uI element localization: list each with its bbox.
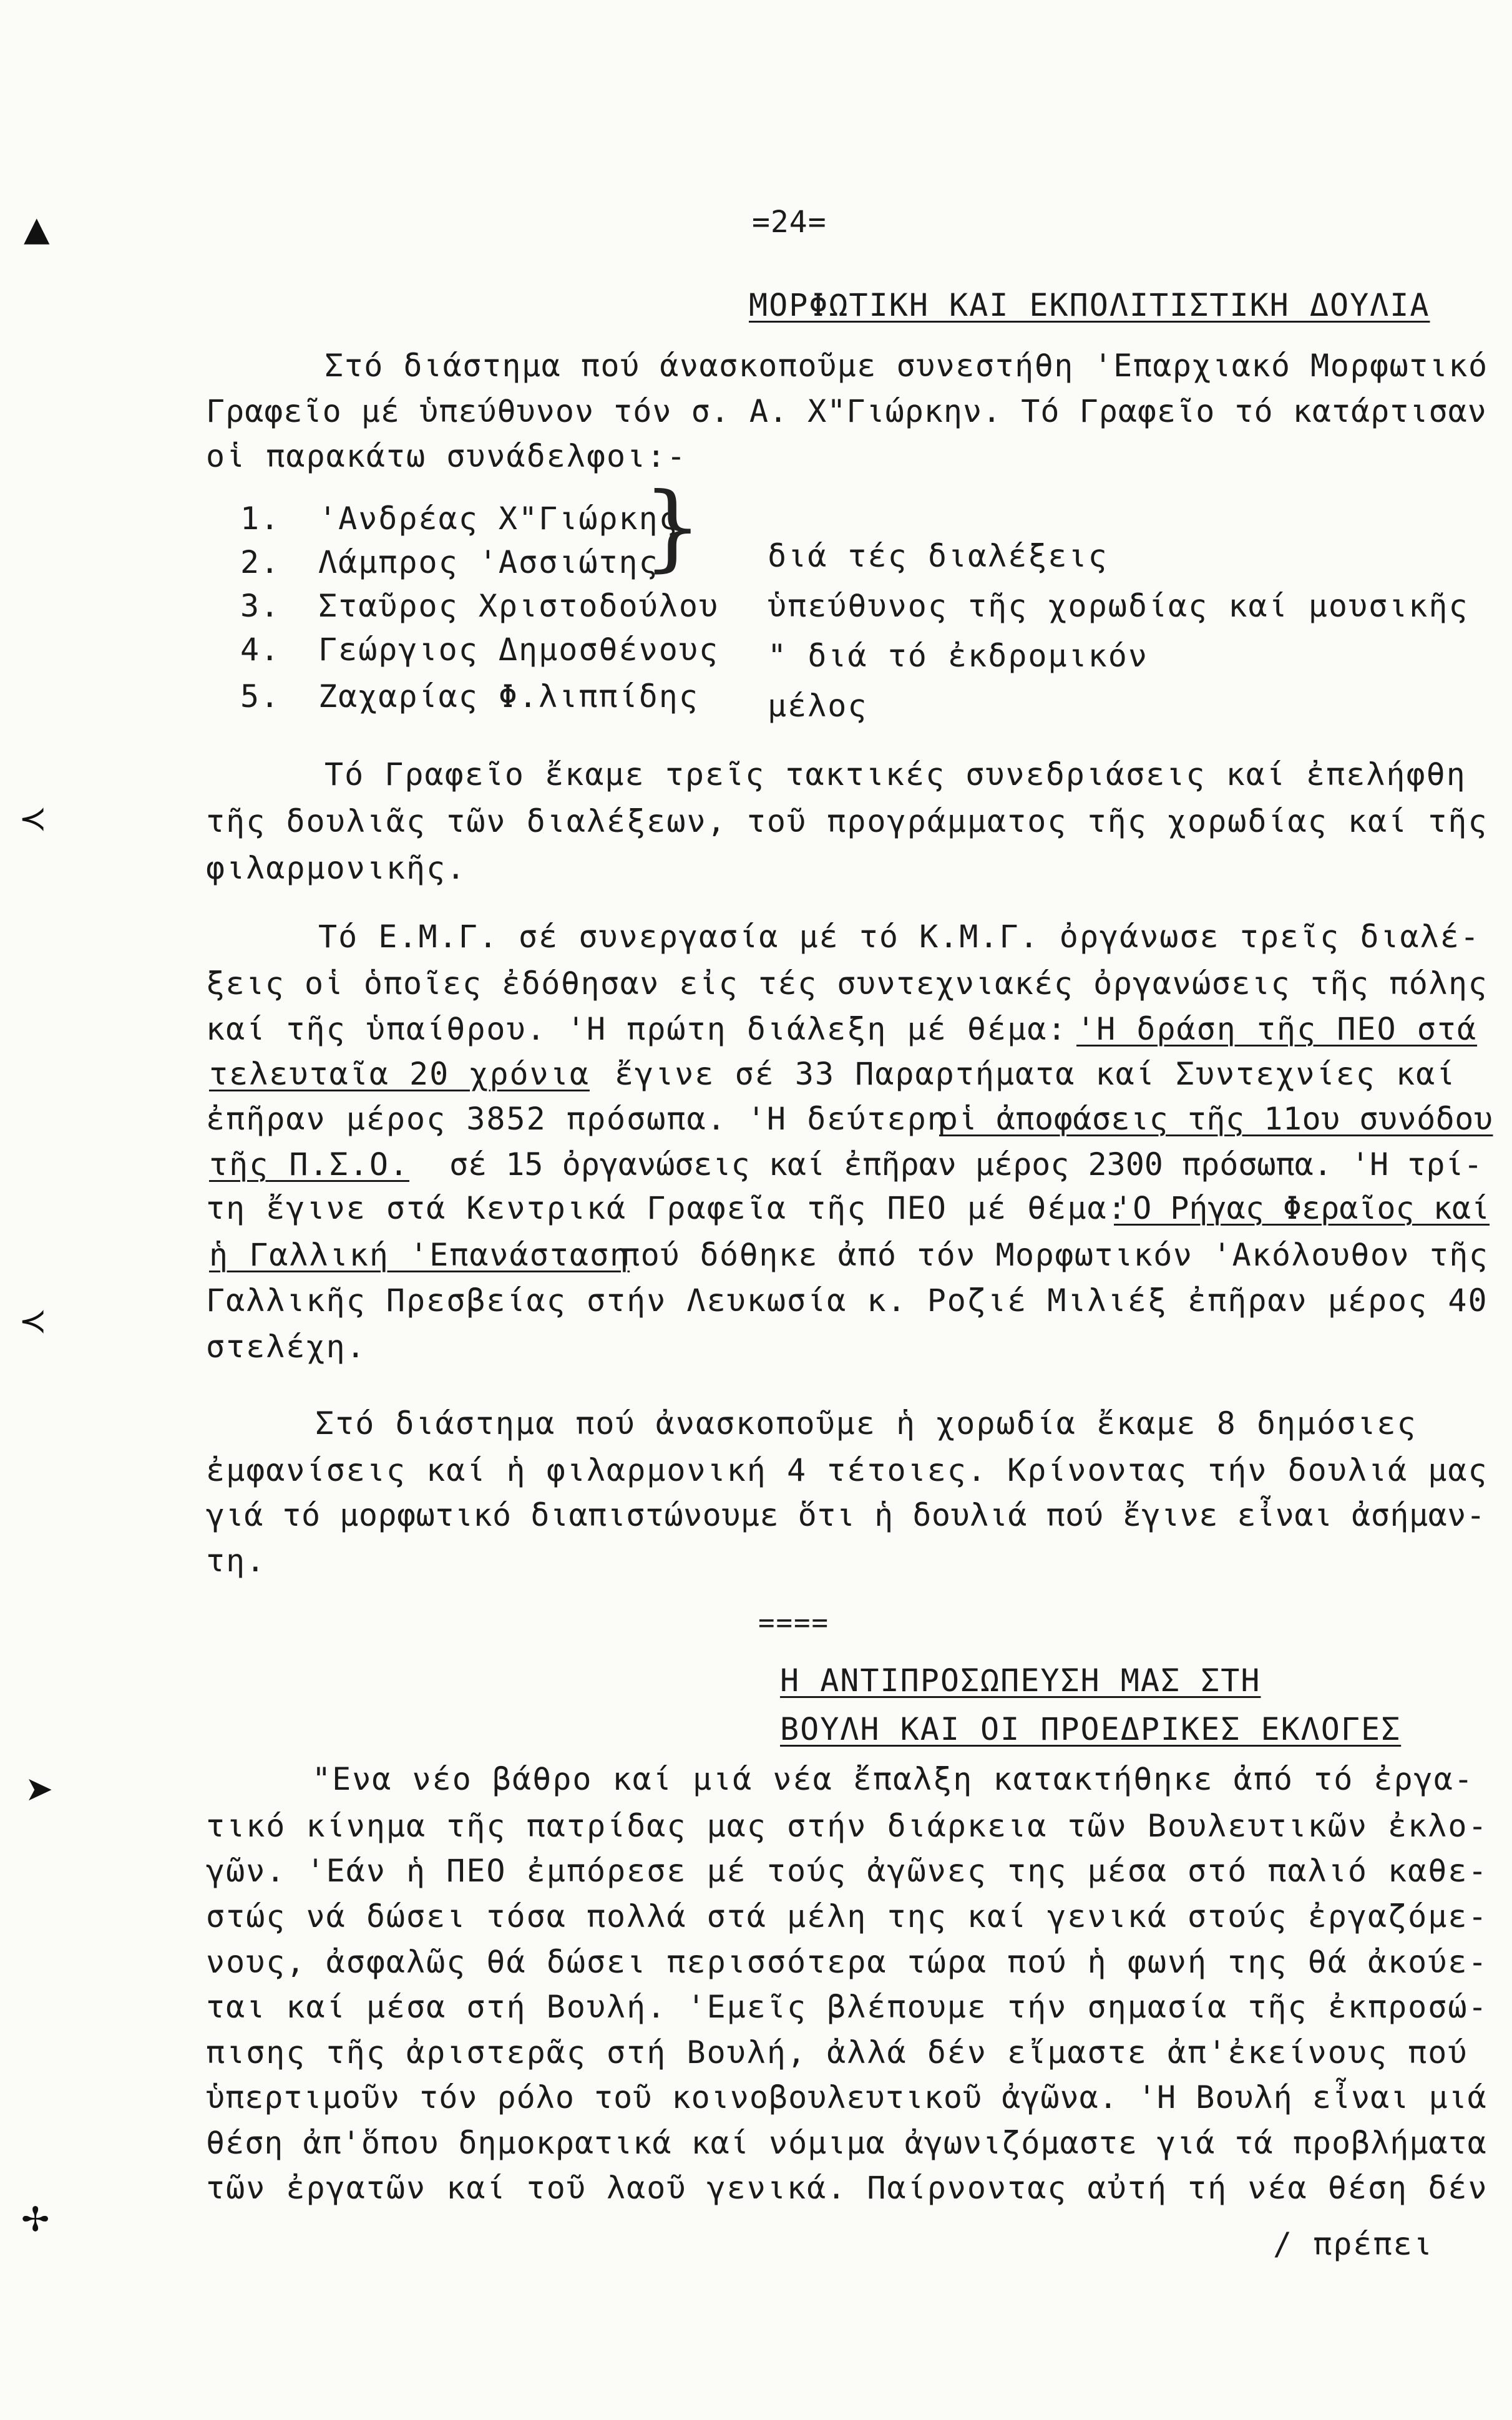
- paragraph-line: τικό κίνημα τῆς πατρίδας μας στήν διάρκεια τῶν Βουλευτικῶν ἐκλο-: [206, 1808, 1488, 1844]
- paragraph-line: πισης τῆς ἀριστερᾶς στή Βουλή, ἀλλά δέν εἴμαστε ἀπ'ἐκείνους πού: [206, 2034, 1468, 2071]
- section-heading-parliament: Η ΑΝΤΙΠΡΟΣΩΠΕΥΣΗ ΜΑΣ ΣΤΗ: [780, 1662, 1261, 1699]
- lecture-topic: 'Η δράση τῆς ΠΕΟ στά: [1076, 1011, 1478, 1047]
- intro-line: Γραφεῖο μέ ὑπεύθυνον τόν σ. Α. Χ"Γιώρκην. Τό Γραφεῖο τό κατάρτισαν: [206, 393, 1487, 429]
- paragraph-line: ται καί μέσα στή Βουλή. 'Εμεῖς βλέπουμε τήν σημασία τῆς ἐκπροσώ-: [206, 1989, 1488, 2025]
- brace-mark: }: [643, 473, 703, 582]
- lecture-topic: 'Ο Ρήγας Φεραῖος καί: [1114, 1190, 1490, 1226]
- paragraph-line: Γαλλικῆς Πρεσβείας στήν Λευκωσία κ. Ροζιέ Μιλιέξ ἐπῆραν μέρος 40: [206, 1282, 1488, 1319]
- member-role: μέλος: [768, 688, 868, 724]
- margin-arrow-star-mark: ✢: [21, 2200, 50, 2239]
- margin-arrow-left-mark: ≺: [19, 1301, 47, 1340]
- paragraph-line: ἐμφανίσεις καί ἡ φιλαρμονική 4 τέτοιες. Κρίνοντας τήν δουλιά μας: [206, 1452, 1488, 1488]
- member-name: Ζαχαρίας Φ.λιππίδης: [318, 678, 699, 715]
- paragraph-line: ἔγινε σέ 33 Παραρτήματα καί Συντεχνίες καί: [615, 1056, 1456, 1092]
- paragraph-line: γῶν. 'Εάν ἡ ΠΕΟ ἐμπόρεσε μέ τούς ἀγῶνες της μέσα στό παλιό καθε-: [206, 1853, 1488, 1889]
- paragraph-line: θέση ἀπ'ὅπου δημοκρατικά καί νόμιμα ἀγωνιζόμαστε γιά τά προβλήματα: [206, 2125, 1487, 2161]
- member-role: ὑπεύθυνος τῆς χορωδίας καί μουσικῆς: [768, 588, 1469, 624]
- section-heading-education: ΜΟΡΦΩΤΙΚΗ ΚΑΙ ΕΚΠΟΛΙΤΙΣΤΙΚΗ ΔΟΥΛΙΑ: [749, 287, 1430, 323]
- member-number: 3.: [240, 588, 281, 624]
- member-name: Σταῦρος Χριστοδούλου: [318, 588, 719, 624]
- lecture-topic: οἱ ἀποφάσεις τῆς 11ου συνόδου: [939, 1101, 1493, 1137]
- paragraph-line: σέ 15 ὀργανώσεις καί ἐπῆραν μέρος 2300 πρόσωπα. 'Η τρί-: [449, 1146, 1483, 1183]
- paragraph-line: νους, ἀσφαλῶς θά δώσει περισσότερα τώρα πού ἡ φωνή της θά ἀκούε-: [206, 1944, 1488, 1980]
- member-name: Λάμπρος 'Ασσιώτης: [318, 544, 659, 580]
- section-heading-parliament: ΒΟΥΛΗ ΚΑΙ ΟΙ ΠΡΟΕΔΡΙΚΕΣ ΕΚΛΟΓΕΣ: [780, 1711, 1402, 1747]
- paragraph-line: τῆς δουλιᾶς τῶν διαλέξεων, τοῦ προγράμματος τῆς χορωδίας καί τῆς: [206, 803, 1488, 839]
- intro-line: Στό διάστημα πού άνασκοποῦμε συνεστήθη 'Επαρχιακό Μορφωτικό: [324, 348, 1488, 384]
- member-number: 5.: [240, 678, 281, 715]
- lecture-topic: τῆς Π.Σ.Ο.: [209, 1146, 410, 1183]
- member-role: διά τές διαλέξεις: [768, 538, 1108, 574]
- paragraph-line: τῶν ἐργατῶν καί τοῦ λαοῦ γενικά. Παίρνοντας αὐτή τή νέα θέση δέν: [206, 2170, 1488, 2206]
- paragraph-line: πού δόθηκε ἀπό τόν Μορφωτικόν 'Ακόλουθον τῆς: [621, 1237, 1489, 1273]
- member-number: 2.: [240, 544, 281, 580]
- member-role: " διά τό ἐκδρομικόν: [768, 638, 1148, 674]
- margin-arrow-right-mark: ➤: [25, 1769, 54, 1808]
- paragraph-line: ξεις οἱ ὁποῖες ἐδόθησαν εἰς τές συντεχνιακές ὀργανώσεις τῆς πόλης: [206, 965, 1488, 1002]
- member-number: 4.: [240, 632, 281, 668]
- paragraph-line: τη.: [206, 1543, 266, 1579]
- paragraph-line: φιλαρμονικῆς.: [206, 850, 467, 886]
- paragraph-line: Τό Γραφεῖο ἔκαμε τρεῖς τακτικές συνεδριάσεις καί ἐπελήφθη: [324, 756, 1466, 793]
- paragraph-line: Τό Ε.Μ.Γ. σέ συνεργασία μέ τό Κ.Μ.Γ. ὀργάνωσε τρεῖς διαλέ-: [318, 919, 1480, 955]
- paragraph-line: καί τῆς ὑπαίθρου. 'Η πρώτη διάλεξη μέ θέμα:: [206, 1011, 1068, 1047]
- lecture-topic: ἡ Γαλλική 'Επανάσταση: [209, 1237, 630, 1273]
- section-separator: ====: [758, 1607, 829, 1639]
- paragraph-line: τη ἔγινε στά Κεντρικά Γραφεῖα τῆς ΠΕΟ μέ θέμα:: [206, 1190, 1128, 1226]
- paragraph-line: γιά τό μορφωτικό διαπιστώνουμε ὅτι ἡ δουλιά πού ἔγινε εἶναι ἀσήμαν-: [206, 1497, 1486, 1533]
- paragraph-line: στώς νά δώσει τόσα πολλά στά μέλη της καί γενικά στούς ἐργαζόμε-: [206, 1898, 1488, 1935]
- margin-arrow-left-mark: ≺: [19, 799, 47, 838]
- paragraph-line: ὑπερτιμοῦν τόν ρόλο τοῦ κοινοβουλευτικοῦ ἀγῶνα. 'Η Βουλή εἶναι μιά: [206, 2079, 1487, 2115]
- intro-line: οἱ παρακάτω συνάδελφοι:-: [206, 438, 687, 474]
- paragraph-line: "Ενα νέο βάθρο καί μιά νέα ἔπαλξη κατακτήθηκε ἀπό τό ἐργα-: [312, 1761, 1474, 1797]
- member-name: 'Ανδρέας Χ"Γιώρκης: [318, 500, 679, 537]
- continuation-word: / πρέπει: [1273, 2226, 1433, 2262]
- lecture-topic: τελευταῖα 20 χρόνια: [209, 1056, 590, 1092]
- member-number: 1.: [240, 500, 281, 537]
- margin-arrow-up-mark: ▲: [24, 209, 50, 248]
- page-number: =24=: [752, 205, 827, 240]
- member-name: Γεώργιος Δημοσθένους: [318, 632, 719, 668]
- paragraph-line: στελέχη.: [206, 1329, 366, 1365]
- paragraph-line: ἐπῆραν μέρος 3852 πρόσωπα. 'Η δεύτερη: [206, 1101, 947, 1137]
- paragraph-line: Στό διάστημα πού ἀνασκοποῦμε ἡ χορωδία ἔκαμε 8 δημόσιες: [315, 1405, 1417, 1442]
